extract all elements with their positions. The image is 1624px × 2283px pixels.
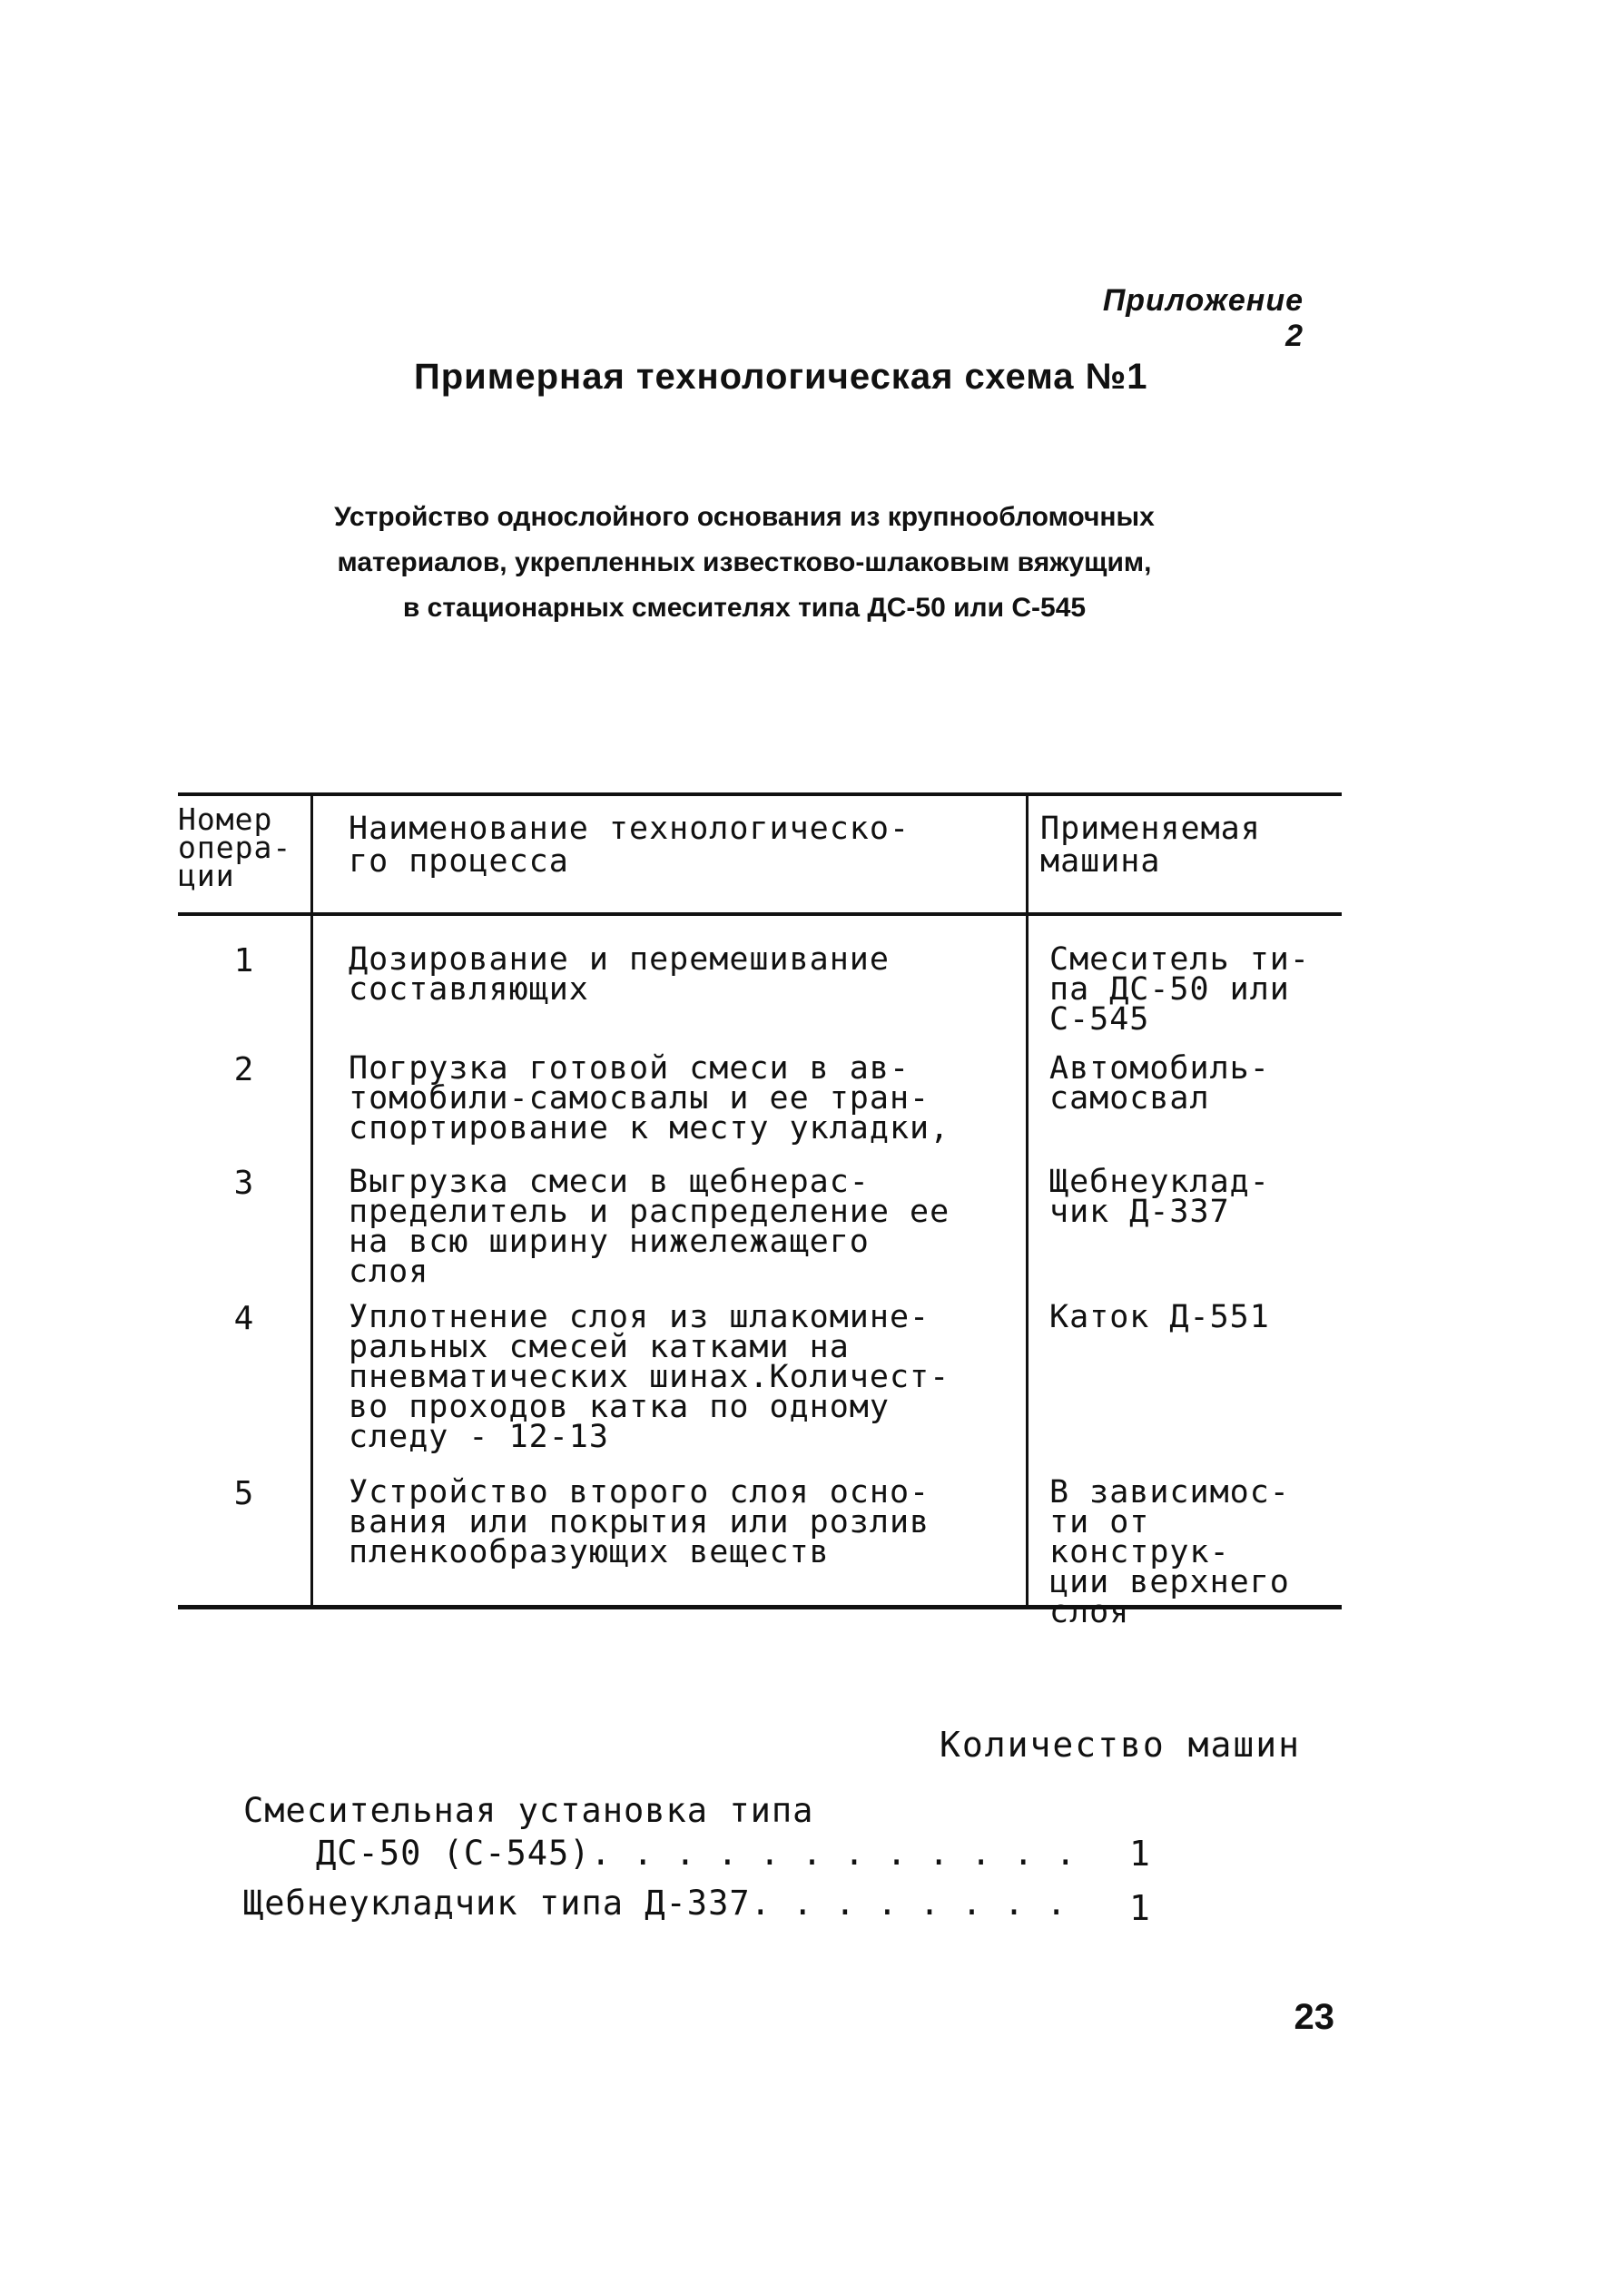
row-machine: Смеситель ти- па ДС-50 или С-545 <box>1049 941 1310 1038</box>
row-machine: Каток Д-551 <box>1049 1299 1270 1335</box>
row-process: Устройство второго слоя осно- вания или покрытия или розлив пленкообразующих веществ <box>349 1474 930 1570</box>
page-title: Примерная технологическая схема №1 <box>414 357 1148 397</box>
row-number: 5 <box>233 1475 255 1512</box>
subtitle-line: Устройство однослойного основания из крупнообломочных <box>334 502 1155 532</box>
row-process: Выгрузка смеси в щебнерас- пределитель и распределение ее на всю ширину нижележащего слоя <box>349 1164 950 1290</box>
row-machine: В зависимос- ти от конструк- ции верхнего слоя <box>1049 1474 1290 1630</box>
header-process-name: Наименование технологическо- го процесса <box>349 811 910 880</box>
header-machine: Применяемая машина <box>1040 811 1261 880</box>
row-process: Дозирование и перемешивание составляющих <box>349 941 890 1008</box>
row-number: 4 <box>233 1300 255 1337</box>
subtitle <box>272 495 1216 631</box>
subtitle-line: в стационарных смесителях типа ДС-50 или С-545 <box>402 593 1087 623</box>
column-divider <box>310 792 313 1609</box>
machine-count-value: 1 <box>1129 1834 1150 1874</box>
row-machine: Щебнеуклад- чик Д-337 <box>1049 1164 1270 1230</box>
row-process: Погрузка готовой смеси в ав- томобили-самосвалы и ее тран- спортирование к месту укладки, <box>349 1050 950 1146</box>
subtitle-line: материалов, укрепленных известково-шлаковым вяжущим, <box>337 547 1152 577</box>
table-top-rule <box>178 792 1342 796</box>
machine-count-item-label: ДС-50 (С-545). . . . . . . . . . . . <box>316 1834 1077 1873</box>
table-header-rule <box>178 912 1342 916</box>
column-divider <box>1026 792 1029 1609</box>
machine-count-value: 1 <box>1129 1888 1150 1928</box>
machine-count-heading: Количество машин <box>940 1725 1302 1765</box>
row-process: Уплотнение слоя из шлакомине- ральных смесей катками на пневматических шинах.Количест- во проходов катка по одному следу - 12-13 <box>349 1299 950 1455</box>
machine-count-item-label: Щебнеукладчик типа Д-337. . . . . . . . <box>243 1884 1068 1923</box>
machine-count-item-label: Смесительная установка типа <box>243 1791 814 1830</box>
row-number: 1 <box>233 942 255 979</box>
row-machine: Автомобиль- самосвал <box>1049 1050 1270 1117</box>
operations-table <box>178 792 1342 1630</box>
row-number: 2 <box>233 1051 255 1088</box>
page-number: 23 <box>1294 1997 1334 2037</box>
row-number: 3 <box>233 1165 255 1202</box>
header-operation-number: Номер опера- ции <box>178 802 292 893</box>
appendix-label: Приложение 2 <box>1102 283 1304 353</box>
